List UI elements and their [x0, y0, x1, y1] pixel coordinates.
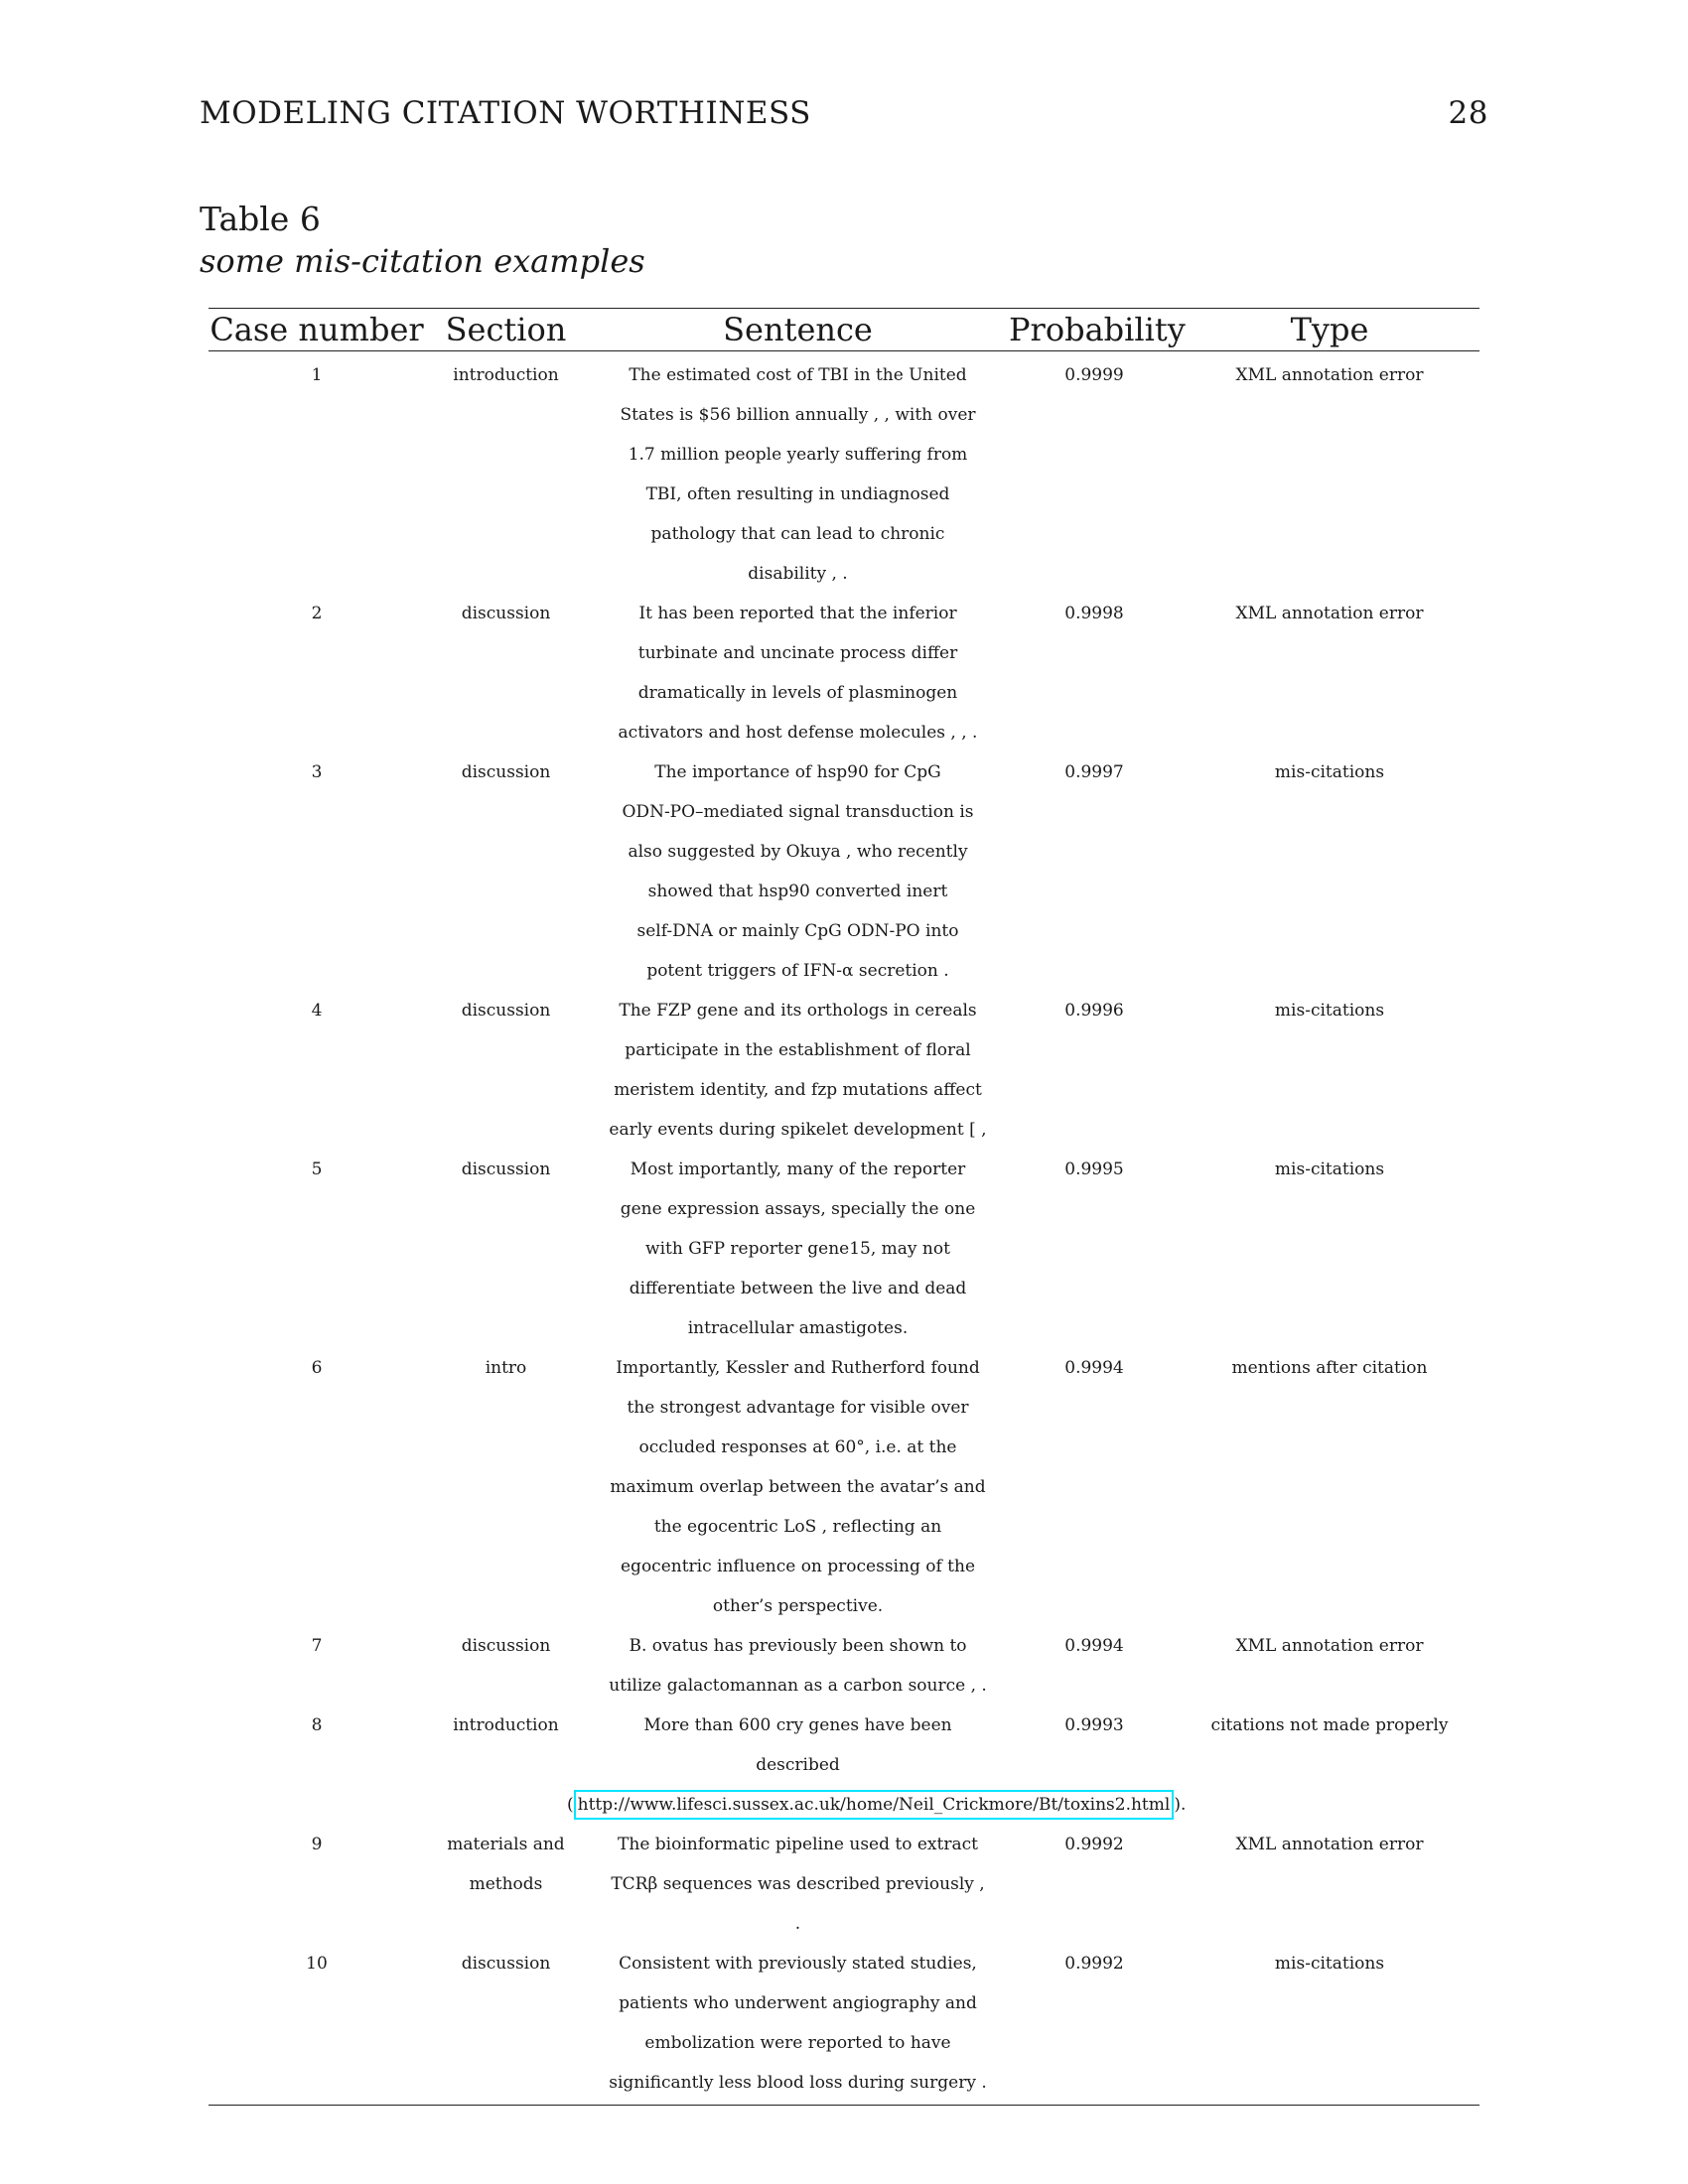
sentence-url-line — [567, 1785, 1187, 1825]
sentence-line: The importance of hsp90 for CpG — [654, 762, 941, 782]
section-cell — [425, 1825, 587, 1944]
case-number-cell: 5 — [311, 1160, 323, 1179]
sentence-line: utilize galactomannan as a carbon source , . — [609, 1676, 987, 1696]
section-cell — [425, 1944, 587, 2106]
sentence-line: with GFP reporter gene15, may not — [645, 1239, 950, 1259]
header-sentence: Sentence — [587, 309, 1009, 351]
table-row — [209, 351, 1479, 595]
table-row — [209, 1626, 1479, 1706]
section-line: discussion — [461, 1954, 551, 1974]
sentence-line: Consistent with previously stated studies, — [619, 1954, 977, 1974]
case-number-cell: 8 — [311, 1715, 323, 1735]
probability-cell: 0.9992 — [1009, 1944, 1180, 2106]
section-line: discussion — [461, 604, 551, 623]
sentence-line: other’s perspective. — [712, 1596, 884, 1616]
sentence-cell — [587, 351, 1009, 595]
sentence-cell — [587, 1150, 1009, 1348]
sentence-cell — [587, 991, 1009, 1150]
sentence-line: The FZP gene and its orthologs in cereals — [619, 1001, 977, 1021]
probability-cell: 0.9994 — [1064, 1358, 1124, 1378]
case-number-cell: 10 — [209, 1944, 425, 2106]
case-number-cell: 6 — [311, 1358, 323, 1378]
section-cell — [425, 1348, 587, 1626]
table-row — [209, 1150, 1479, 1348]
table-caption — [200, 199, 645, 282]
sentence-line: pathology that can lead to chronic — [650, 524, 945, 544]
type-cell: mis-citations — [1180, 1944, 1479, 2106]
sentence-line: described — [756, 1755, 840, 1775]
sentence-line: patients who underwent angiography and — [619, 1993, 977, 2013]
type-cell: XML annotation error — [1235, 1636, 1424, 1656]
section-cell — [425, 1626, 587, 1706]
sentence-line: intracellular amastigotes. — [687, 1318, 909, 1338]
type-cell: citations not made properly — [1210, 1715, 1449, 1735]
sentence-line: ODN-PO–mediated signal transduction is — [622, 802, 974, 822]
case-number-cell: 1 — [311, 365, 323, 385]
sentence-line: gene expression assays, specially the one — [620, 1199, 976, 1219]
probability-cell: 0.9999 — [1064, 365, 1124, 385]
sentence-line: TBI, often resulting in undiagnosed — [645, 484, 950, 504]
probability-cell: 0.9993 — [1064, 1715, 1124, 1735]
url-open-paren: ( — [567, 1795, 574, 1815]
sentence-line: potent triggers of IFN-α secretion . — [646, 961, 949, 981]
sentence-cell — [587, 1944, 1009, 2106]
probability-cell: 0.9997 — [1064, 762, 1124, 782]
running-head — [200, 95, 1488, 131]
sentence-line: disability , . — [748, 564, 848, 584]
type-cell: XML annotation error — [1235, 1835, 1424, 1854]
sentence-line: self-DNA or mainly CpG ODN-PO into — [636, 921, 959, 941]
sentence-line: meristem identity, and fzp mutations affect — [614, 1080, 982, 1100]
section-line: discussion — [461, 1001, 551, 1021]
section-cell — [425, 594, 587, 752]
type-cell: mentions after citation — [1231, 1358, 1428, 1378]
citation-url-link[interactable]: http://www.lifesci.sussex.ac.uk/home/Neil_Crickmore/Bt/toxins2.html — [574, 1790, 1175, 1820]
probability-cell: 0.9992 — [1064, 1835, 1124, 1854]
sentence-line: activators and host defense molecules , , . — [618, 723, 978, 743]
sentence-line: early events during spikelet development [ , — [609, 1120, 987, 1140]
section-line: discussion — [461, 1160, 551, 1179]
type-cell: mis-citations — [1274, 1001, 1385, 1021]
sentence-cell — [587, 594, 1009, 752]
section-cell — [425, 1150, 587, 1348]
sentence-line: the strongest advantage for visible over — [627, 1398, 969, 1418]
header-section: Section — [425, 309, 587, 351]
type-cell: XML annotation error — [1235, 365, 1424, 385]
header-probability: Probability — [1009, 309, 1180, 351]
section-cell — [425, 1706, 587, 1825]
table-row — [209, 752, 1479, 991]
sentence-cell — [587, 752, 1009, 991]
header-case-number: Case number — [209, 309, 425, 351]
section-cell — [425, 351, 587, 595]
type-cell: mis-citations — [1274, 762, 1385, 782]
sentence-line: embolization were reported to have — [644, 2033, 951, 2053]
sentence-line: The estimated cost of TBI in the United — [629, 365, 967, 385]
section-line: introduction — [453, 1715, 559, 1735]
sentence-line: States is $56 billion annually , , with over — [620, 405, 976, 425]
mis-citation-table-container — [209, 308, 1479, 2106]
sentence-line: egocentric influence on processing of the — [621, 1557, 975, 1576]
table-row — [209, 1944, 1479, 2106]
sentence-line: the egocentric LoS , reflecting an — [653, 1517, 942, 1537]
sentence-cell — [587, 1348, 1009, 1626]
section-cell — [425, 991, 587, 1150]
type-cell: XML annotation error — [1235, 604, 1424, 623]
url-close-paren: ). — [1174, 1795, 1187, 1815]
section-line: discussion — [461, 762, 551, 782]
sentence-line: The bioinformatic pipeline used to extract — [618, 1835, 978, 1854]
section-line: discussion — [461, 1636, 551, 1656]
table-body — [209, 351, 1479, 2106]
table-row — [209, 594, 1479, 752]
sentence-line: differentiate between the live and dead — [629, 1279, 967, 1298]
sentence-line: Importantly, Kessler and Rutherford found — [616, 1358, 980, 1378]
sentence-line: TCRβ sequences was described previously , — [611, 1874, 985, 1894]
case-number-cell: 2 — [311, 604, 323, 623]
sentence-cell — [587, 1626, 1009, 1706]
probability-cell: 0.9998 — [1064, 604, 1124, 623]
mis-citation-table — [209, 308, 1479, 2106]
probability-cell: 0.9995 — [1064, 1160, 1124, 1179]
section-cell — [425, 752, 587, 991]
section-line: introduction — [453, 365, 559, 385]
table-number: Table 6 — [200, 200, 321, 238]
section-line: materials and — [447, 1835, 565, 1854]
probability-cell: 0.9996 — [1064, 1001, 1124, 1021]
sentence-line: More than 600 cry genes have been — [643, 1715, 952, 1735]
case-number-cell: 4 — [311, 1001, 323, 1021]
table-row — [209, 1348, 1479, 1626]
sentence-line: Most importantly, many of the reporter — [630, 1160, 966, 1179]
case-number-cell: 3 — [311, 762, 323, 782]
sentence-line: occluded responses at 60°, i.e. at the — [638, 1437, 957, 1457]
sentence-cell — [587, 1825, 1009, 1944]
sentence-line: It has been reported that the inferior — [638, 604, 957, 623]
sentence-line: 1.7 million people yearly suffering from — [628, 445, 968, 465]
sentence-line: maximum overlap between the avatar’s and — [610, 1477, 986, 1497]
section-line: methods — [469, 1874, 543, 1894]
section-line: intro — [485, 1358, 527, 1378]
sentence-line: . — [794, 1914, 801, 1934]
sentence-line: dramatically in levels of plasminogen — [637, 683, 958, 703]
table-row — [209, 991, 1479, 1150]
type-cell: mis-citations — [1274, 1160, 1385, 1179]
sentence-line: showed that hsp90 converted inert — [647, 882, 948, 901]
table-row — [209, 1706, 1479, 1825]
sentence-line: also suggested by Okuya , who recently — [628, 842, 968, 862]
case-number-cell: 7 — [311, 1636, 323, 1656]
table-header-row — [209, 309, 1479, 351]
page-number: 28 — [1448, 95, 1488, 131]
header-type: Type — [1180, 309, 1479, 351]
case-number-cell: 9 — [311, 1835, 323, 1854]
sentence-line: B. ovatus has previously been shown to — [629, 1636, 967, 1656]
table-title: some mis-citation examples — [200, 242, 645, 280]
sentence-line: participate in the establishment of floral — [625, 1040, 971, 1060]
running-head-title: MODELING CITATION WORTHINESS — [200, 95, 811, 131]
table-row — [209, 1825, 1479, 1944]
sentence-line: significantly less blood loss during surgery . — [609, 2073, 987, 2093]
probability-cell: 0.9994 — [1064, 1636, 1124, 1656]
sentence-line: turbinate and uncinate process differ — [637, 643, 958, 663]
